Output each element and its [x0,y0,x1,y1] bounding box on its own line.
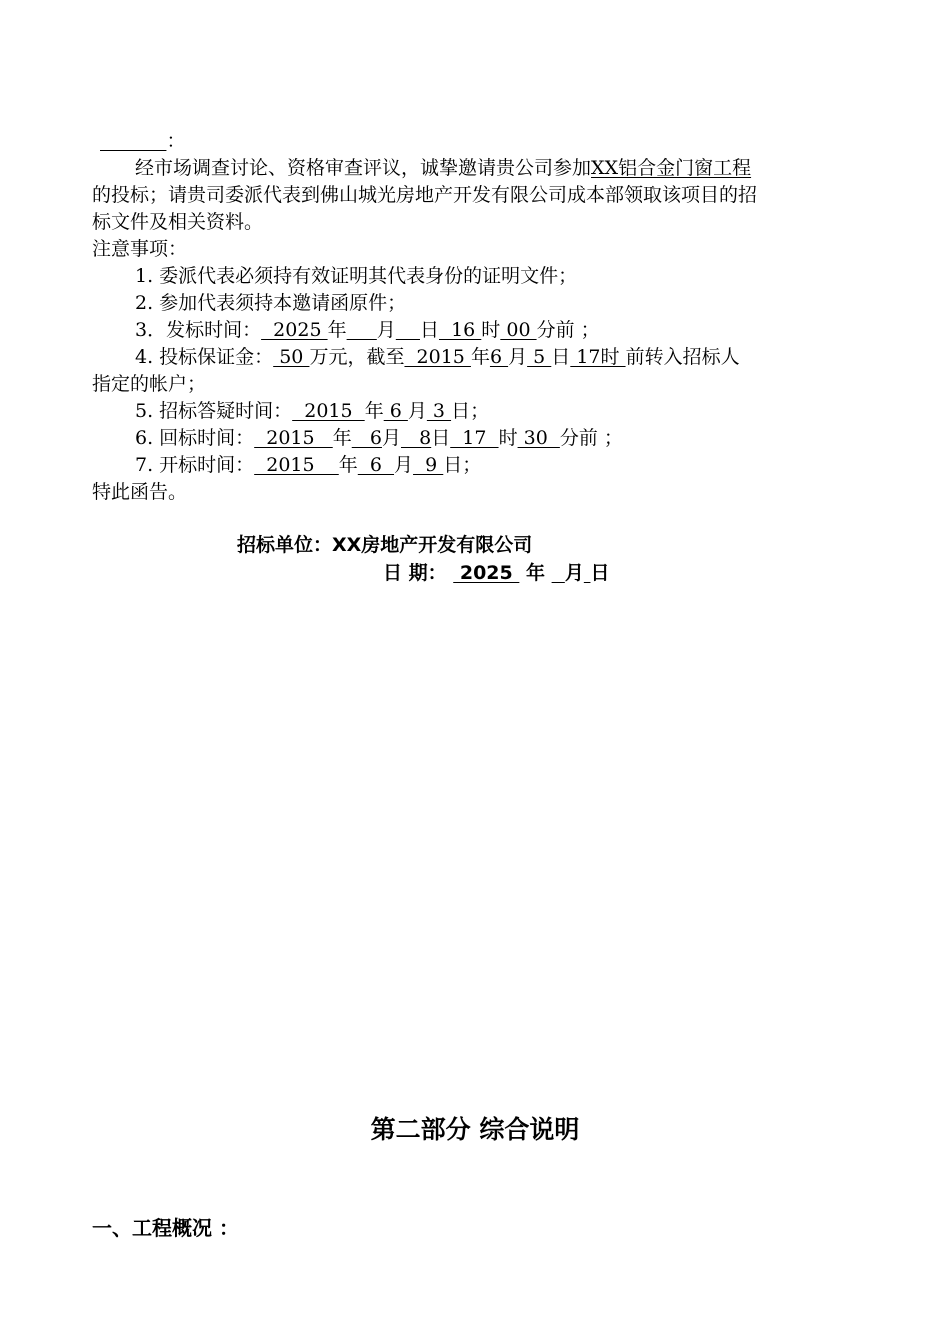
unit-month: 月 [508,346,528,368]
unit-day: 日 [551,346,571,368]
field-year: 2015 [254,427,333,449]
field-day: 3 [426,400,452,422]
closing-line: 特此函告。 [92,481,188,503]
unit-day: 日； [443,454,482,476]
field-month: 6 [351,427,382,449]
unit-day: 日 [590,562,610,584]
item-label: 5. 招标答疑时间： [135,400,293,422]
field-day: 8 [400,427,432,449]
field-month: 6 [489,346,509,368]
field-year: 2025 [261,319,328,341]
field-day [396,319,420,341]
unit-year: 年 [470,346,490,368]
field-month [347,319,377,341]
note-item-6 [135,425,623,452]
date-year: 2025 [453,562,520,584]
note-item-3 [135,317,600,344]
unit-month: 月 [394,454,414,476]
unit-month: 月 [407,400,427,422]
paragraph-text: 经市场调查讨论、资格审查评议，诚挚邀请贵公司参加 [135,157,592,179]
unit-day: 日； [451,400,490,422]
paragraph-1-line-3: 标文件及相关资料。 [92,211,264,233]
paragraph-1-line-1 [135,155,751,182]
field-year: 2015 [404,346,471,368]
unit-hour: 时 [498,427,518,449]
item-label: 7. 开标时间： [135,454,255,476]
note-item-1: 1. 委派代表必须持有效证明其代表身份的证明文件； [135,265,578,287]
field-year: 2015 [292,400,365,422]
item-tail: 前转入招标人 [625,346,740,368]
field-minute: 00 [500,319,537,341]
addressee-colon: ： [166,130,186,152]
section-heading-project-overview: 一、工程概况 ： [92,1216,239,1240]
date-line [383,560,609,587]
field-minute: 30 [517,427,560,449]
note-item-4-continued: 指定的帐户； [92,373,207,395]
unit-day: 日 [419,319,439,341]
item-tail: 分前 ； [559,427,623,449]
field-day: 5 [527,346,552,368]
unit-year: 年 [338,454,358,476]
unit-year: 年 [327,319,347,341]
field-month: 6 [357,454,395,476]
addressee-line [100,128,185,155]
unit-month: 月 [564,562,584,584]
note-item-4 [135,344,740,371]
item-label: 6. 回标时间： [135,427,255,449]
unit-amount: 万元，截至 [309,346,405,368]
field-hour: 17 [450,427,499,449]
note-item-7 [135,452,481,479]
field-amount: 50 [273,346,310,368]
note-item-5 [135,398,489,425]
unit-hour: 时 [481,319,501,341]
paragraph-1-line-2: 的投标；请贵司委派代表到佛山城光房地产开发有限公司成本部领取该项目的招 [92,184,758,206]
notes-heading: 注意事项： [92,238,188,260]
unit-year: 年 [364,400,384,422]
field-hour: 17时 [570,346,626,368]
field-day: 9 [413,454,444,476]
field-hour: 16 [439,319,482,341]
unit-year: 年 [519,562,552,584]
item-tail: 分前 ； [536,319,600,341]
unit-month: 月 [376,319,396,341]
unit-year: 年 [332,427,352,449]
field-year: 2015 [254,454,339,476]
field-month: 6 [383,400,408,422]
note-item-2: 2. 参加代表须持本邀请函原件； [135,292,407,314]
part-two-title: 第二部分 综合说明 [370,1115,580,1144]
date-label: 日 期： [383,562,454,584]
unit-month: 月 [381,427,401,449]
unit-day: 日 [431,427,451,449]
project-name: XX铝合金门窗工程 [591,157,752,179]
item-label: 3．发标时间： [135,319,262,341]
date-month [552,562,565,584]
item-label: 4. 投标保证金： [135,346,274,368]
addressee-blank [100,130,166,152]
signer-line: 招标单位：XX房地产开发有限公司 [237,534,533,556]
